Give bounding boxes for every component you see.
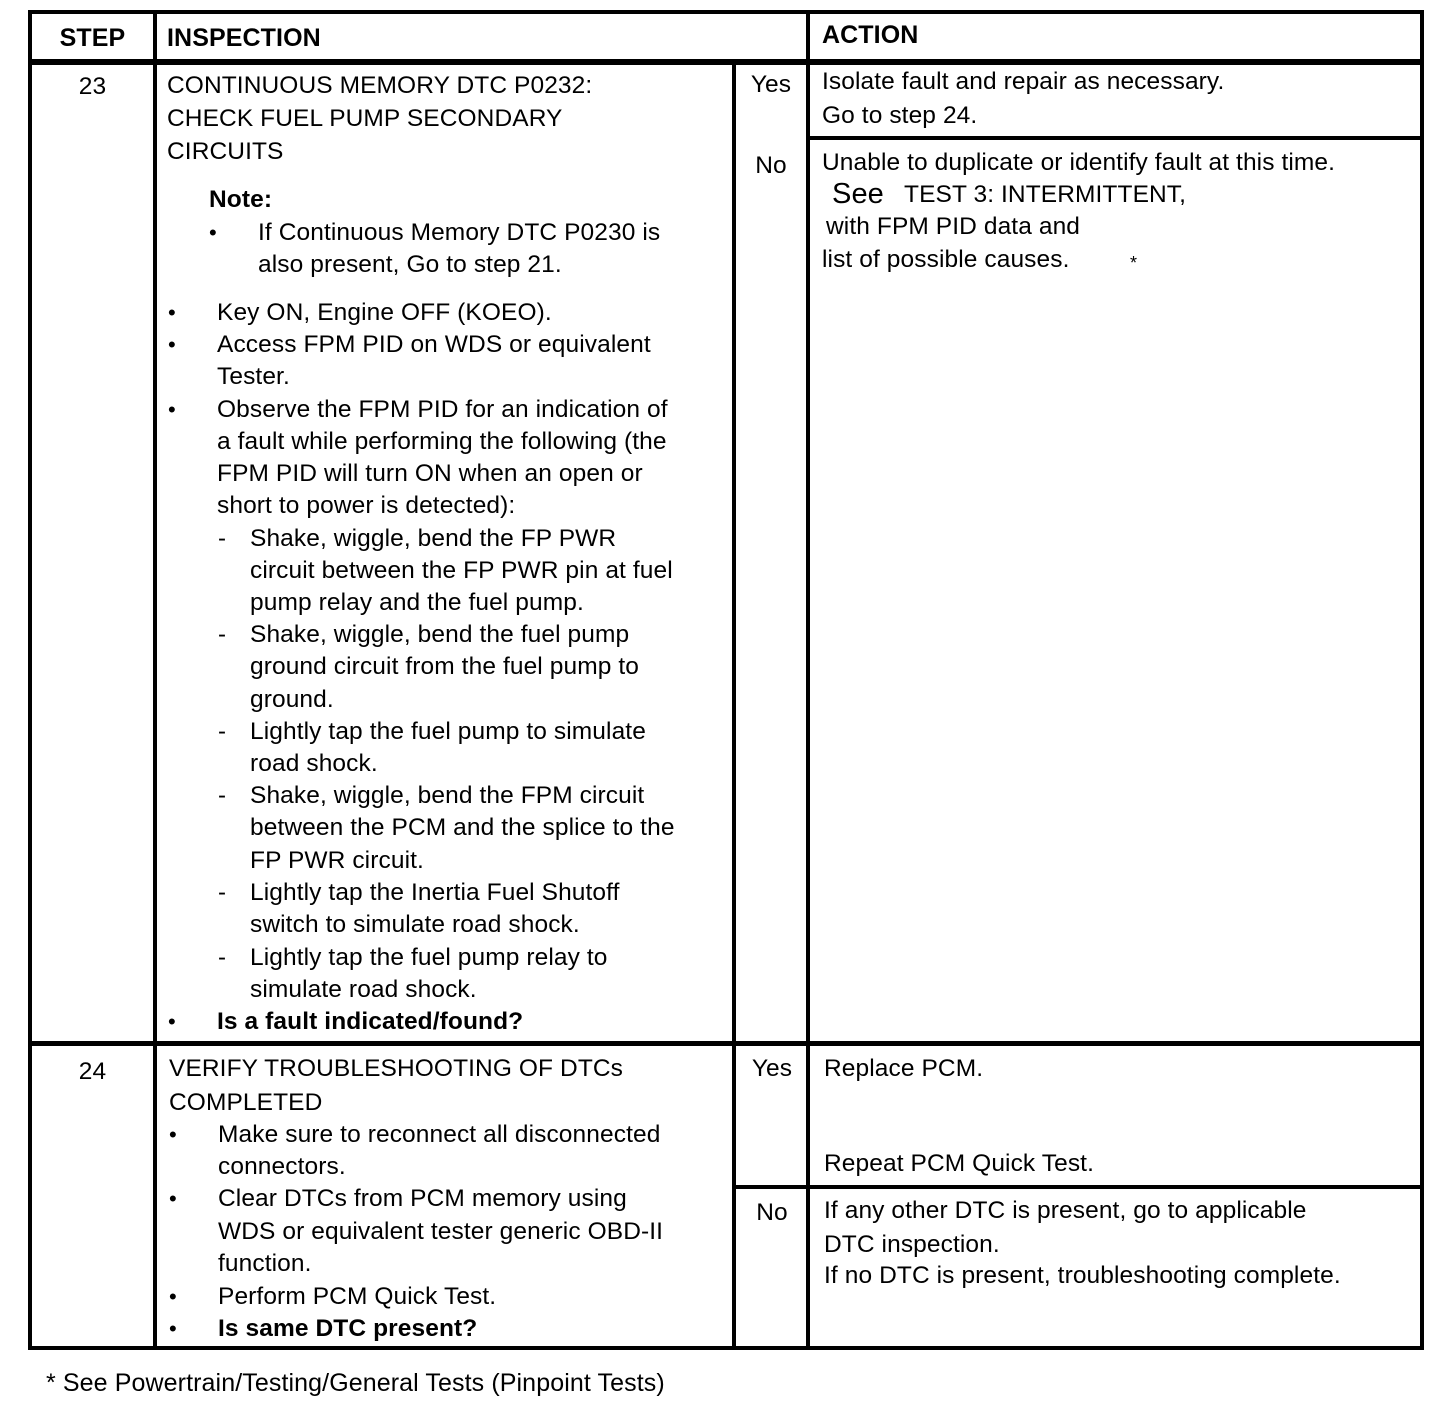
- list-item: Shake, wiggle, bend the fuel pump: [250, 621, 630, 648]
- list-item: Shake, wiggle, bend the FP PWR: [250, 525, 617, 552]
- bullet-icon: •: [169, 1186, 177, 1211]
- header-inspection: INSPECTION: [167, 24, 321, 52]
- step-24-yes-label: Yes: [751, 1055, 793, 1082]
- step-24-yes-action-2: Repeat PCM Quick Test.: [824, 1150, 1094, 1177]
- step-23-number: 23: [78, 73, 107, 100]
- test-reference: TEST 3: INTERMITTENT,: [904, 181, 1187, 208]
- asterisk-mark: *: [1130, 253, 1138, 273]
- list-item: Lightly tap the fuel pump relay to: [250, 944, 608, 971]
- dash-icon: -: [218, 782, 226, 809]
- step-23-no-label: No: [755, 152, 787, 179]
- list-item: Shake, wiggle, bend the FPM circuit: [250, 782, 645, 809]
- list-item: Lightly tap the fuel pump to simulate: [250, 718, 646, 745]
- dash-icon: -: [218, 879, 226, 906]
- header-step: STEP: [59, 24, 126, 52]
- list-item: Make sure to reconnect all disconnected: [218, 1121, 661, 1148]
- list-item: Clear DTCs from PCM memory using: [218, 1185, 627, 1212]
- bullet-icon: •: [209, 220, 217, 245]
- document-page: STEP INSPECTION ACTION 23 CONTINUOUS MEMORY DTC P0232: CHECK FUEL PUMP SECONDARY CIRCUITS Note: • If Continuous Memory DTC P0230 is also present, Go to step 21. • Key ON, Engine OFF (KOEO). • Access FPM PID on WDS or equivalent Tester. • Observe the FPM PID for an indication of a fault while performing the following (the FPM PID will turn ON when an open or short to power is detected): - Shake, wiggle, bend the FP PWR circuit between the FP PWR pin at fuel pump relay and the fuel pump. - Shake, wiggle, bend the fuel pump ground circuit from the fuel pump to ground. - Lightly tap the fuel pump to simulate road shock. - Shake, wiggle, bend the FPM circuit between the PCM and the splice to the FP PWR circuit. - Lightly tap the Inertia Fuel Shutoff switch to simulate road shock. - Lightly tap the fuel pump relay to simulate road shock. • Is a fault indicated/found? Yes Isolate fault and repair as necessary. Go to step 24. No Unable to duplicate or identify fault at this time. See TEST 3: INTERMITTENT, with FPM PID data and list of possible causes. * 24 VERIFY TROUBLESHOOTING OF DTCs COMPLETED • Make sure to reconnect all disconnected connectors. • Clear DTCs from PCM memory using WDS or equivalent tester generic OBD-II function. • Perform PCM Quick Test. • Is same DTC present? Yes Replace PCM. Repeat PCM Quick Test. No If any other DTC is present, go to applicable DTC inspection. If no DTC is present, troubleshooting complete. * See Powertrain/Testing/General Tests (Pinpoint Tests): [0, 0, 1456, 1408]
- step-23-question: Is a fault indicated/found?: [217, 1008, 524, 1035]
- list-item: Access FPM PID on WDS or equivalent: [217, 331, 651, 358]
- bullet-icon: •: [169, 1284, 177, 1309]
- step-24-no-label: No: [756, 1199, 788, 1226]
- bullet-icon: •: [168, 300, 176, 325]
- note-label: Note:: [209, 186, 273, 213]
- list-item: Observe the FPM PID for an indication of: [217, 396, 668, 423]
- dash-icon: -: [218, 718, 226, 745]
- see-label: See: [832, 178, 884, 210]
- dash-icon: -: [218, 525, 226, 552]
- bullet-icon: •: [168, 397, 176, 422]
- footnote: * See Powertrain/Testing/General Tests (Pinpoint Tests): [46, 1369, 665, 1397]
- bullet-icon: •: [168, 1009, 176, 1034]
- list-item: Lightly tap the Inertia Fuel Shutoff: [250, 879, 620, 906]
- header-action: ACTION: [822, 21, 919, 49]
- step-24-question: Is same DTC present?: [218, 1315, 478, 1342]
- step-24-number: 24: [78, 1058, 107, 1085]
- list-item: Key ON, Engine OFF (KOEO).: [217, 299, 552, 326]
- step-23-yes-label: Yes: [750, 71, 792, 98]
- bullet-icon: •: [168, 332, 176, 357]
- dash-icon: -: [218, 621, 226, 648]
- bullet-icon: •: [169, 1122, 177, 1147]
- dash-icon: -: [218, 944, 226, 971]
- list-item: Perform PCM Quick Test.: [218, 1283, 497, 1310]
- bullet-icon: •: [169, 1316, 177, 1341]
- step-24-yes-action-1: Replace PCM.: [824, 1055, 984, 1082]
